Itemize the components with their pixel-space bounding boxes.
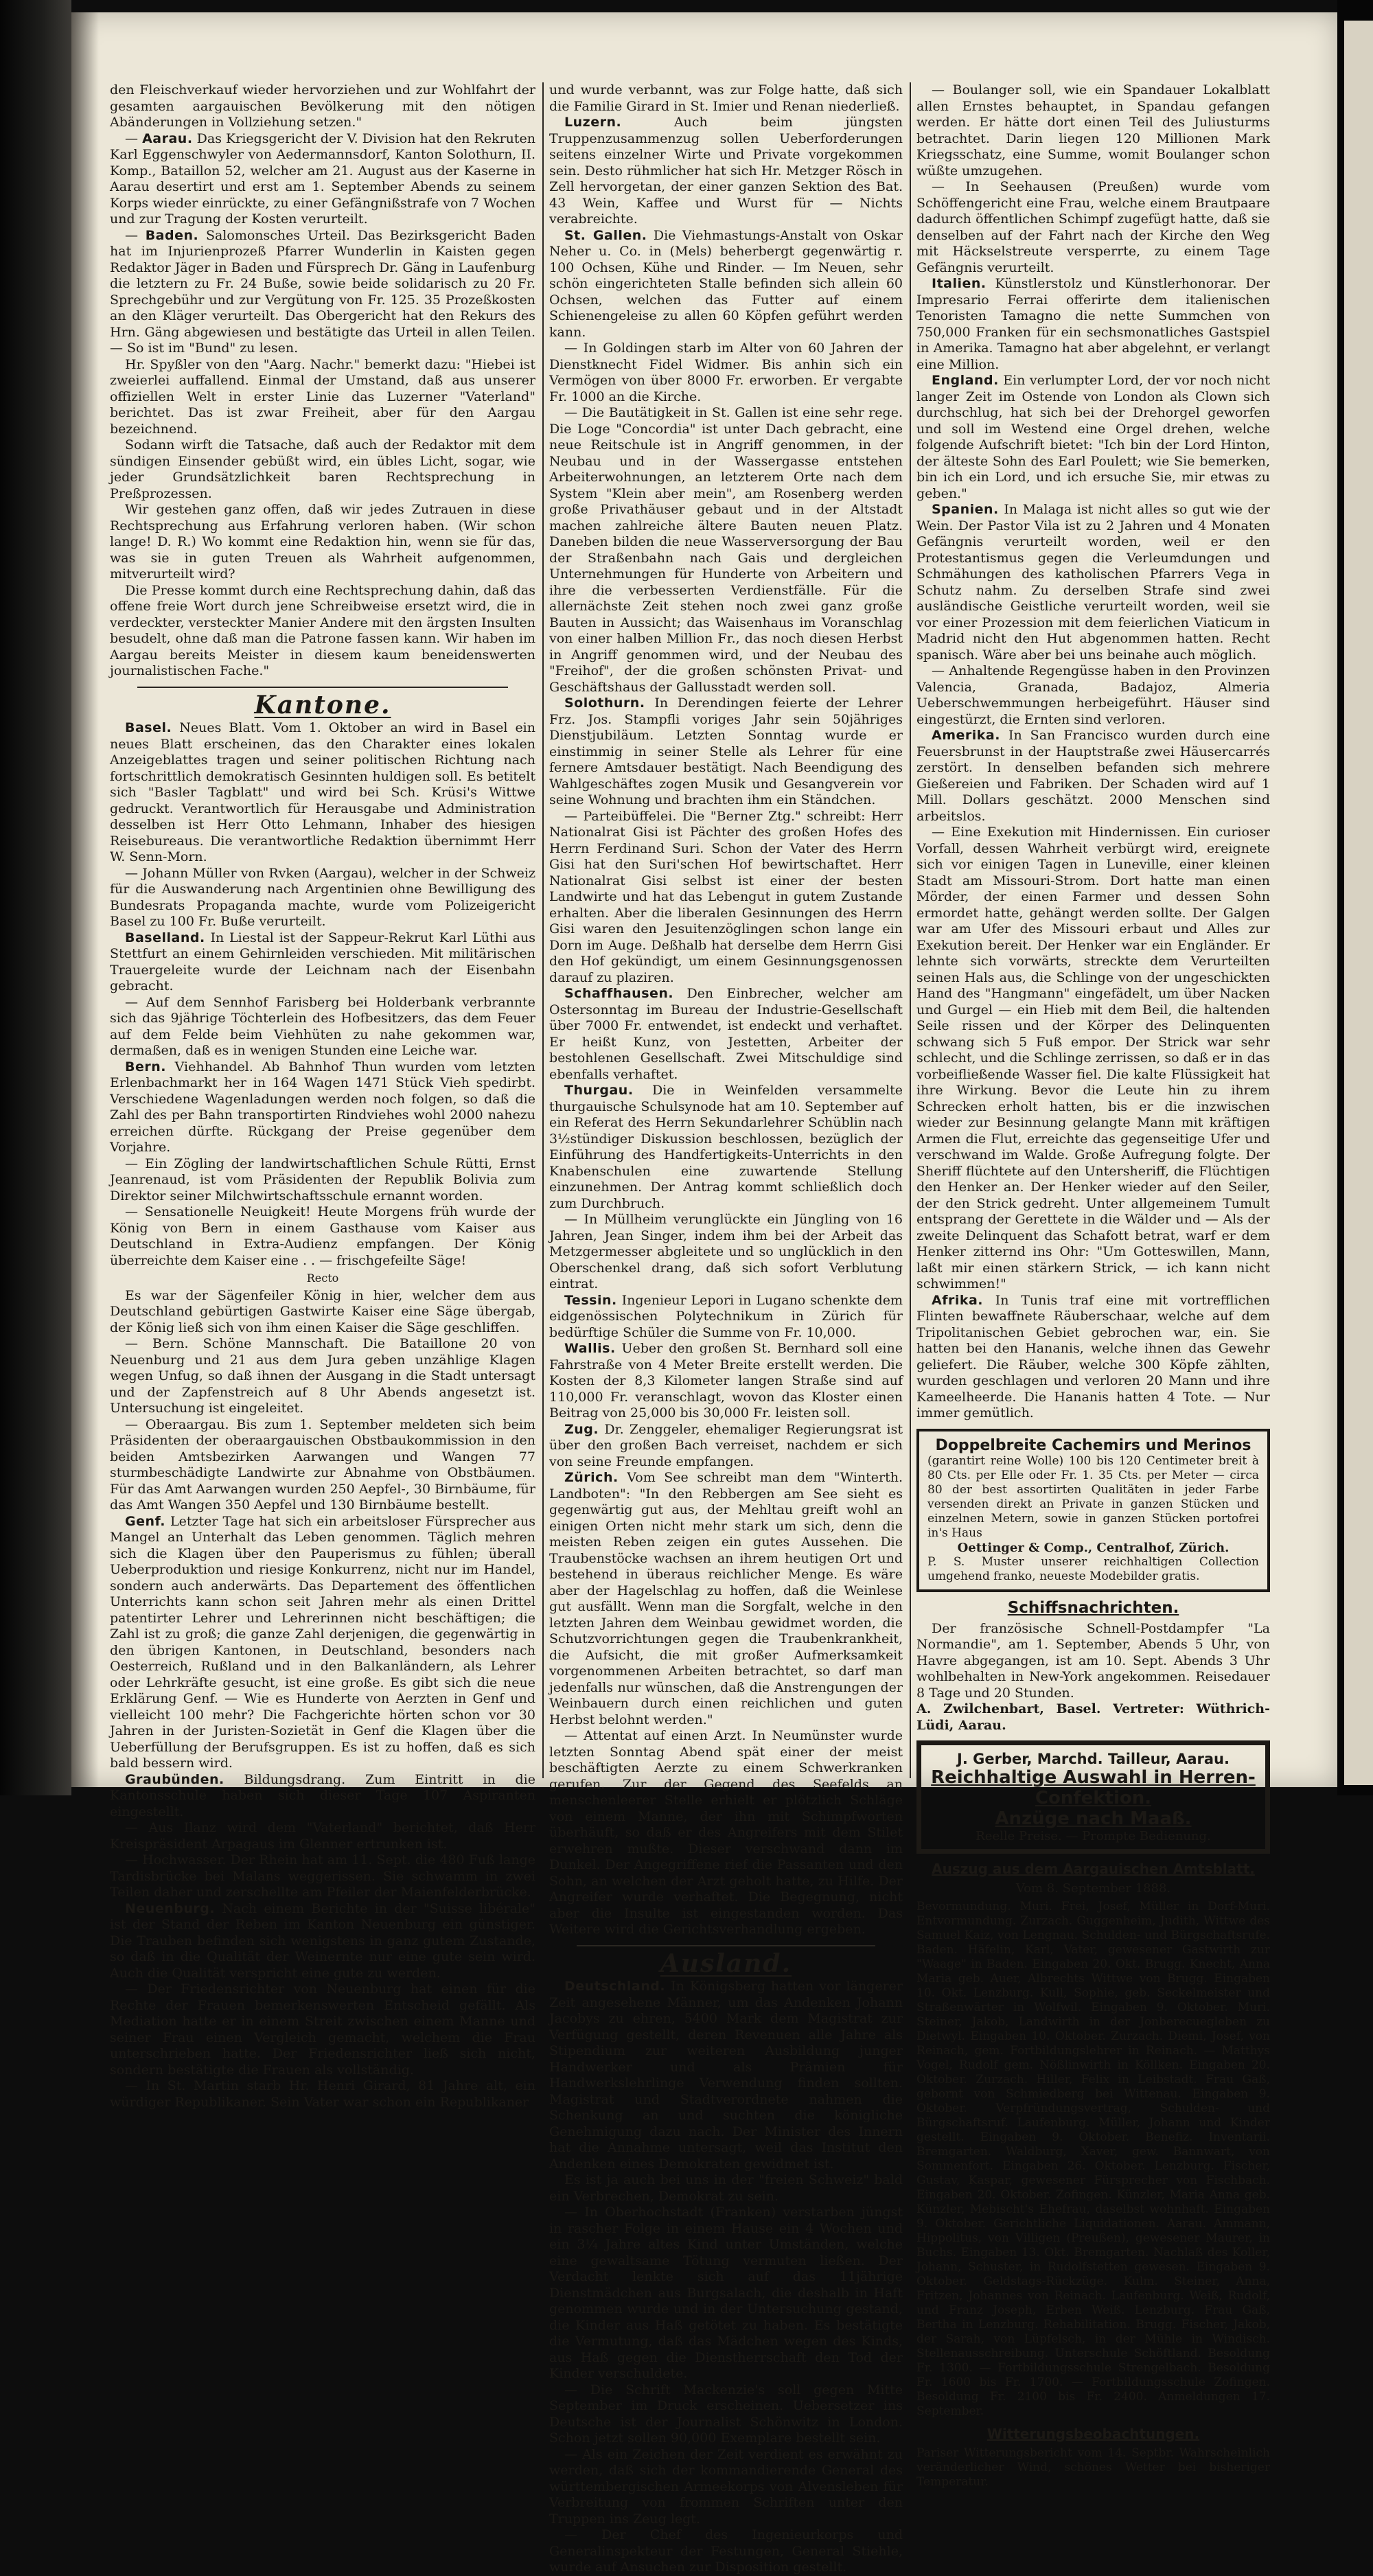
article-paragraph: — In Müllheim verunglückte ein Jüngling von 16 Jahren, Jean Singer, indem ihm bei der Arbeit das Metzgermesser abgleitete und so unglücklich in den Oberschenkel drang, daß sich sofort Verblutung eintrat. — [549, 1212, 903, 1291]
article-italien — [916, 276, 1270, 373]
article-body: Letzter Tage hat sich ein arbeitsloser Fürsprecher aus Mangel an Unterhalt das Leben genommen. Täglich mehren sich die Klagen über den Pauperismus zu fühlen; überall Ueberproduktion und riesige Konkurrenz, nicht nur im Handel, sondern auch anderwärts. Das Departement des öffentlichen Unterrichts kann schon seit Jahren mehr als einen Drittel patentirter Lehrer und Lehrerinnen nicht beschäftigen; die Zahl ist zu groß; die ganze Zahl derjenigen, die gegenwärtig in den übrigen Kantonen, in Deutschland, besonders nach Oesterreich, Rußland und in den Balkanländern, als Lehrer oder Lehrkräfte gesucht, ist eine große. Es gibt sich die neue Erklärung Genf. — Wie es Hunderte von Aerzten in Genf und vielleicht 100 mehr? Die Fachgerichte hörten schon vor 30 Jahren in der Juristen-Sozietät in Genf die Klagen über die Ueberfüllung der Berufsgruppen. Es ist zu hoffen, daß es sich bald bessern wird. — [110, 1513, 535, 1771]
shipping-news — [916, 1621, 1270, 1734]
ad-body: (garantirt reine Wolle) 100 bis 120 Centimeter breit à 80 Cts. per Elle oder Fr. 1. 35 Cts. per Meter — circa 80 der best assortirten Qualitäten in jeder Farbe versenden direkt an Private in ganzen Stücken und einzelnen Metern, sowie in ganzen Stücken portofrei in's Haus — [927, 1453, 1259, 1540]
column-2-text — [549, 82, 903, 2576]
article-body: In Malaga ist nicht alles so gut wie der Wein. Der Pastor Vila ist zu 2 Jahren und 4 Monaten Gefängnis verurteilt worden, weil er den Protestantismus gegen die Verleumdungen und Schmähungen des katholischen Pfarrers Vega in Schutz nahm. Zu derselben Strafe sind zwei ausländische Geistliche verurteilt worden, weil sie vor einer Prozession mit dem feierlichen Viaticum in Madrid nicht den Hut abgenommen hatten. Recht spanisch. Wäre aber bei uns beinahe auch möglich. — [916, 502, 1270, 663]
place-heading: Italien. — [932, 276, 987, 291]
article-paragraph: — In Goldingen starb im Alter von 60 Jahren der Dienstknecht Fidel Widmer. Bis anhin sich ein Vermögen von über 8000 Fr. erworben. Er vergabte Fr. 1000 an die Kirche. — [549, 341, 903, 404]
amtsblatt-text — [916, 1900, 1270, 2419]
article-paragraph: — Boulanger soll, wie ein Spandauer Lokalblatt allen Ernstes behauptet, in Spandau gefangen werden. Er hätte dort einen Teil des Juliusturms betrachtet. Darin liegen 120 Millionen Mark Kriegsschatz, eine Summe, womit Boulanger schon wüßte umzugehen. — [916, 82, 1270, 179]
article-body: Bildungsdrang. Zum Eintritt in die Kantonsschule haben sich dieser Tage 107 Aspiranten eingestellt. — [110, 1771, 535, 1819]
amtsblatt-entries: Bevormundung. Muri. Frei, Josef, Müller in Dorf-Muri. Entvormundung. Zurzach. Guggenheim, Judith, Wittwe des Samuel Kaiz, von Lengnau. Schulden- und Bürgschaftsrufe. Baden. Häfelin, Karl, Vater, gewesener Gastwirth zur "Waage" in Baden. Eingaben 20. Okt. Brugg. Knecht, Anna Maria geb. Auer, Albrechts Wittwe von Brugg. Eingaben 10. Okt. Lenzburg. Kull, Sophie, geb. Seckelmeister und Straßenwärter in Wolfwil. Eingaben 9. Oktober. Muri. Steiner, Jakob, Landwirth in der Jonberecuegleben zu Dietwyl. Eingaben 10. Oktober. Zurzach. Diemi, Josef, von Reinach, gem. Fortbildungslehrer in Reinach. — Matthys Vogel, Rudolf gem. Nößlinwirth in Köllken. Eingaben 20. Oktober. Zurzach. Hiller, Felix in Leibstadt. Frau Gaß, gebornt von Schmiedberg bei Wittenau. Eingaben 9. Oktober. Verpfründungsvertrag, Schulden- und Bürgschaftsruf. Laufenburg. Müller, Johann und Kinder gestellt. Eingaben 9. Oktober. Benefiz. Inventarii. Bremgarten. Waldburg, Xaver, gew. Bannwart, von Sommenfort. Eingaben 26. Oktober. Lenzburg. Fischer, Gustav, Kaspar, gewesener Fürsprecher von Fischbach. Eingaben 20. Oktober. Zofingen. Künzler, Maria Anna geb. Künzler, Mebischt's Ehefrau, daselbst wohnhaft. Eingaben 9. Oktober. Gerichtliche Liquidationen. Aarau. Ammann, Hippolitus, von Villigen (Preußen), gewesener Maurer, in Buchs. Eingaben 13. Okt. Bremgarten. Nachlaß des Koller, Johann, Schuster, in Rudolfstetten gewesen. Eingaben 9. Oktober. Geldstags-Rückzüge. Kulm. Steiner, Anna, Fritzen, Johannes von Reinach. Laufenburg. Weiß, Rudolf, und Franz Joseph, Erben Weiß. Lenzburg. Frau Gaß, Bertha in Lenzburg. Rehabilitation. Brugg. Fischer, Jakob, der Sarah, von Lüpfelsch, in der Mühle in Windisch. Stellenausschreibung. Unterschule Schöftland. Besoldung Fr. 1300. — Fortbildungsschule Strengelbach. Besoldung Fr. 1600 bis Fr. 1700. — Fortbildungsschule Zofingen. Besoldung Fr. 2100 bis Fr. 2400. Anmeldungen 17. September. — [916, 1900, 1270, 2418]
place-heading: Thurgau. — [564, 1083, 634, 1098]
weather-text: Pariser Witterungsbericht vom 14. Septbr. Wahrscheinlich veränderlicher Wind, schönes Wetter bei bisheriger Temperatur. — [916, 2446, 1270, 2489]
article-continuation: den Fleischverkauf wieder hervorziehen und zur Wohlfahrt der gesamten aargauischen Bevölkerung mit den nötigen Abänderungen in Vollziehung setzen." — [110, 82, 535, 130]
place-heading: Baden. — [145, 227, 199, 243]
article-graubuenden — [110, 1772, 535, 1821]
article-paragraph: — In St. Martin starb Hr. Henri Girard, 81 Jahre alt, ein würdiger Republikaner. Sein Vater war schon ein Republikaner — [110, 2078, 535, 2110]
article-paragraph: — Johann Müller von Rvken (Aargau), welcher in der Schweiz für die Auswanderung nach Argentinien ohne Bewilligung des Bundesrats Propaganda machte, wurde vom Polizeigericht Basel zu 100 Fr. Buße verurteilt. — [110, 865, 535, 929]
shipping-agent: A. Zwilchenbart, Basel. Vertreter: Wüthrich-Lüdi, Aarau. — [916, 1701, 1270, 1733]
column-2 — [549, 82, 903, 2575]
article-paragraph: — Sensationelle Neuigkeit! Heute Morgens früh wurde der König von Bern in einem Gasthause vom Kaiser aus Deutschland in Extra-Audienz empfangen. Der König überreichte dem Kaiser eine . . — frischgefeilte Säge! — [110, 1204, 535, 1268]
section-heading-kantone: Kantone. — [254, 690, 391, 720]
article-baselland — [110, 930, 535, 995]
article-body: In Königsberg hatten vor längerer Zeit angesehene Männer, um das Andenken Johann Jacobys zu ehren, 5400 Mark dem Magistrat zur Verfügung gestellt, deren Revenuen alle Jahre als Stipendium zur weiteren Ausbildung junger Handwerker und als Prämien für Handwerkslehrlinge Verwendung finden sollten. Magistrat und Stadtverordnete nahmen die Schenkung an und suchten die königliche Genehmigung dazu nach. Der Minister des Innern hat die Annahme untersagt, weil das Institut den Andenken eines Demokraten gewidmet ist. — [549, 1979, 903, 2172]
article-paragraph: — Der Friedensrichter von Neuenburg hat einen für die Rechte der Frauen bemerkenswerten Entscheid gefällt. Als Mediation hatte er in einem Streit zwischen einem Manne und seiner Frau einen Vergleich gemacht, welchem die Frau unterschrieben hatte. Der Friedensrichter ließ sich nicht, sondern bestätigte die Frauen als vollständig. — [110, 1981, 535, 2078]
article-paragraph: Wir gestehen ganz offen, daß wir jedes Zutrauen in diese Rechtsprechung aus Erfahrung verloren haben. (Wir schon lange! D. R.) Wo kommt eine Redaktion hin, wenn sie für das, was sie in guten Treuen als Wahrheit aufgenommen, mitverurteilt wird? — [110, 502, 535, 582]
place-heading: Neuenburg. — [125, 1900, 216, 1916]
article-deutschland — [549, 1979, 903, 2172]
column-3-text — [916, 82, 1270, 1422]
article-paragraph: — Der Chef des Ingenieurkorps und Generalinspekteur der Festungen, General Stiehle, wurde auf Ansuchen zur Disposition gestellt. — [549, 2527, 903, 2575]
article-body: Neues Blatt. Vom 1. Oktober an wird in Basel ein neues Blatt erscheinen, das den Charakter eines lokalen Anzeigeblattes tragen und seiner politischen Richtung nach fortschrittlich demokratisch Gesinnten huldigen soll. Es betitelt sich "Basler Tagblatt" und wird bei Sch. Krüsi's Wittwe gedruckt. Verantwortlich für Herausgabe und Administration desselben ist Herr Otto Lehmann, Inhaber des hiesigen Reisebureaus. Die verantwortliche Redaktion übernimmt Herr W. Senn-Morn. — [110, 720, 535, 864]
column-rule — [910, 82, 911, 1778]
ad-headline: Anzüge nach Maaß. — [995, 1808, 1192, 1829]
article-baden: — Baden. Salomonsches Urteil. Das Bezirksgericht Baden hat im Injurienprozeß Pfarrer Wunderlin in Kaisten gegen Redaktor Jäger in Baden und Fürsprech Dr. Gäng in Laufenburg die letztern zu Fr. 24 Buße, sowie beide solidarisch zu 20 Fr. Sprechgebühr und zur Vergütung von Fr. 125. 35 Prozeßkosten an den Kläger verurteilt. Das Obergericht hat den Rekurs des Hrn. Gäng abgewiesen und bestätigte das Urteil in allen Teilen. — So ist im "Bund" zu lesen. — [110, 227, 536, 356]
article-paragraph: — Oberaargau. Bis zum 1. September meldeten sich beim Präsidenten der oberaargauischen Obstbaukommission in den beiden Amtsbezirken Aarwangen und Wangen 77 sturmbeschädigte Landwirte zur Abnahme von Obstbäumen. Für das Amt Aarwangen wurden 250 Aepfel-, 30 Birnbäume, für das Amt Wangen 350 Aepfel und 130 Birnbäume bestellt. — [110, 1416, 535, 1513]
article-body: Künstlerstolz und Künstlerhonorar. Der Impresario Ferrai offerirte dem italienischen Tenoristen Tamagno die nette Summchen von 750,000 Franken für ein sechsmonatliches Gastspiel in Amerika. Tamagno hat aber abgelehnt, er verlangt eine Million. — [916, 276, 1270, 372]
place-heading: Zug. — [564, 1421, 599, 1437]
article-body: In Liestal ist der Sappeur-Rekrut Karl Lüthi aus Stettfurt an einem Gehirnleiden verschieden. Mit militärischen Trauergeleite wurde der Leichnam nach der Eisenbahn gebracht. — [110, 930, 536, 993]
article-paragraph: — Die Schrift Mackenzie's soll gegen Mitte September im Druck erscheinen. Uebersetzer ins Deutsche ist der Journalist Schönwitz in London. Schon jetzt sollen 90,000 Exemplare bestellt sein. — [549, 2382, 903, 2446]
article-paragraph: Der französische Schnell-Postdampfer "La Normandie", am 1. September, Abends 5 Uhr, von Havre abgegangen, ist am 10. Sept. Abends 3 Uhr wohlbehalten in New-York angekommen. Reisedauer 8 Tage und 20 Stunden. — [916, 1620, 1270, 1701]
book-spine-shadow — [0, 0, 71, 1795]
advertisement-cachemirs — [916, 1429, 1270, 1592]
article-paragraph: Sodann wirft die Tatsache, daß auch der Redaktor mit dem sündigen Einsender gebüßt wird, ein übles Licht, sogar, wie jeder Grundsätzlichkeit baren Rechtsprechung in Preßprozessen. — [110, 437, 535, 501]
article-bern — [110, 1059, 535, 1156]
article-body: Das Kriegsgericht der V. Division hat den Rekruten Karl Eggenschwyler von Aedermannsdorf, Kanton Solothurn, II. Komp., Bataillon 52, welcher am 21. August aus der Kaserne in Aarau desertirt und erst am 1. September Abends zu seinem Korps wieder einrückte, zu einer Gefängnißstrafe von 7 Wochen und zur Tragung der Kosten verurteilt. — [110, 130, 536, 227]
place-heading: England. — [932, 373, 999, 388]
section-heading-amtsblatt: Auszug aus dem Aargauischen Amtsblatt. — [932, 1861, 1255, 1877]
place-heading: Spanien. — [932, 502, 999, 517]
place-heading: Aarau. — [142, 130, 193, 146]
article-body: Ein verlumpter Lord, der vor noch nicht langer Zeit im Ostende von London als Clown sich durchschlug, hat sich bei der Drehorgel geworfen und soll im Westend eine Orgel drehen, welche folgende Aufschrift bietet: "Ich bin der Lord Hinton, der älteste Sohn des Earl Poulett; wie Sie bemerken, bin ich ein Lord, und ich ersuche Sie, mir etwas zu geben." — [916, 373, 1270, 501]
page-fold-shadow — [71, 12, 99, 1787]
article-body: Die Viehmastungs-Anstalt von Oskar Neher u. Co. in (Mels) beherbergt gegenwärtig r. 100 Ochsen, Kühe und Rinder. — Im Neuen, sehr schön eingerichteten Stalle befinden sich allein 60 Ochsen, welchen das Futter auf einem Schienengeleise zu allen 60 Köpfen geführt werden kann. — [549, 227, 903, 340]
article-paragraph: — Aus Ilanz wird dem "Vaterland" berichtet, daß Herr Kreispräsident Arpagaus im Glenner ertrunken ist. — [110, 1820, 535, 1852]
place-heading: Baselland. — [125, 930, 205, 945]
article-stgallen — [549, 228, 903, 341]
ad-firm: Oettinger & Comp., Centralhof, Zürich. — [957, 1540, 1230, 1555]
article-continuation: und wurde verbannt, was zur Folge hatte, daß sich die Familie Girard in St. Imier und Renan niederließ. — [549, 82, 903, 114]
article-body: Nach einem Berichte in der "Suisse libérale" ist der Stand der Reben im Kanton Neuenburg ein günstiger. Die Trauben befinden sich wenigstens in ganz gutem Zustande, so daß in die Qualität der Weinernte nur eine gute sein wird. Auch die Qualität verspricht eine gute zu werden. — [110, 1900, 535, 1981]
article-paragraph: — Bern. Schöne Mannschaft. Die Bataillone 20 von Neuenburg und 21 aus dem Jura geben unzählige Klagen wegen Unfug, so daß ihnen der Ausgang in die Stadt untersagt und der Zapfenstreich auf 8 Uhr Abends angesetzt ist. Untersuchung ist eingeleitet. — [110, 1336, 535, 1416]
place-heading: Bern. — [125, 1059, 166, 1074]
article-amerika — [916, 728, 1270, 825]
column-rule — [542, 82, 544, 1778]
article-body: Viehhandel. Ab Bahnhof Thun wurden vom letzten Erlenbachmarkt her in 164 Wagen 1471 Stück Vieh spedirbt. Verschiedene Wagenladungen werden noch folgen, so daß die Zahl des per Bahn transportirten Rindviehes wohl 2000 nahezu erreichen dürfte. Rückgang der Preise gegenüber dem Vorjahre. — [110, 1059, 535, 1155]
place-heading: Tessin. — [564, 1292, 617, 1308]
article-body: In Tunis traf eine mit vortrefflichen Flinten bewaffnete Räuberschaar, welche auf dem Tripolitanischen Gebiet gebrochen war, ein. Sie hatten bei den Hananis, welche ihnen das Gewehr geliefert. Die Räuber, welche 300 Köpfe zählten, wurden geschlagen und verloren 20 Mann und ihre Kameelheerde. Die Hananis hatten 4 Tote. — Nur immer gemütlich. — [916, 1292, 1271, 1421]
article-paragraph: — Parteibüffelei. Die "Berner Ztg." schreibt: Herr Nationalrat Gisi ist Pächter des großen Hofes des Herrn Ferdinand Suri. Schon der Vater des Herrn Gisi hat den Suri'schen Hof bewirtschaftet. Herr Nationalrat Gisi selbst ist einer der besten Landwirte und hat das Lebengut in gutem Zustande erhalten. Aber die liberalen Gesinnungen des Herrn Gisi waren den Jesuitenzöglingen schon lange ein Dorn im Auge. Deßhalb hat derselbe dem Herrn Gisi den Hof gekündigt, um einem Gesinnungsgenossen darauf zu plaziren. — [549, 808, 903, 985]
article-paragraph: — In Seehausen (Preußen) wurde vom Schöffengericht eine Frau, welche einem Brautpaare dadurch öffentlichen Schimpf zugefügt hatte, daß sie denselben auf der Fahrt nach der Kirche den Weg mit Häckselstreute versperrte, zu einem Tage Gefängnis verurteilt. — [916, 179, 1270, 275]
article-paragraph: Es war der Sägenfeiler König in hier, welcher dem aus Deutschland gebürtigen Gastwirte Kaiser eine Säge übergab, der König ließ sich von ihm einen Kaiser die Säge geschliffen. — [110, 1287, 535, 1335]
article-england — [916, 373, 1270, 502]
article-body: Ingenieur Lepori in Lugano schenkte dem eidgenössischen Polytechnikum in Zürich für bedürftige Schüler die Summe von Fr. 10,000. — [549, 1292, 903, 1340]
article-tessin — [549, 1293, 903, 1342]
ad-tagline: Reelle Preise. — Prompte Bedienung. — [976, 1829, 1211, 1843]
amtsblatt-date: Vom 8. September 1888. — [1015, 1881, 1171, 1896]
article-thurgau — [549, 1083, 903, 1212]
article-spanien — [916, 502, 1270, 663]
article-body: Auch beim jüngsten Truppenzusammenzug sollen Ueberforderungen seitens einzelner Wirte und Private vorgekommen sein. Desto rühmlicher hat sich Hr. Metzger Rösch in Zell hervorgetan, der einer ganzen Sektion des Bat. 43 Wein, Kaffee und Wurst für — Nichts verabreichte. — [549, 115, 903, 227]
article-paragraph: Es ist ja auch bei uns in der "freien Schweiz" bald ein Verbrechen, Demokrat zu sein. — [549, 2172, 903, 2204]
place-heading: Amerika. — [932, 728, 1000, 743]
place-heading: Zürich. — [564, 1470, 619, 1485]
article-basel — [110, 720, 535, 866]
article-zuerich — [549, 1470, 903, 1728]
article-luzern — [549, 115, 903, 228]
place-heading: Wallis. — [564, 1341, 616, 1356]
article-aarau: — Aarau. Das Kriegsgericht der V. Division hat den Rekruten Karl Eggenschwyler von Aedermannsdorf, Kanton Solothurn, II. Komp., Bataillon 52, welcher am 21. August aus der Kaserne in Aarau desertirt und erst am 1. September Abends zu seinem Korps wieder einrückte, zu einer Gefängnißstrafe von 7 Wochen und zur Tragung der Kosten verurteilt. — [110, 130, 536, 227]
article-body: Vom See schreibt man dem "Winterth. Landboten": "In den Rebbergen am See sieht es gegenwärtig gut aus, der Mehltau greift wohl an einigen Orten nicht mehr stark um sich, denn die meisten Reben zeigen ein gutes Aussehen. Die Traubenstöcke wachsen an ihrem heutigen Ort und bestehend in überaus reichlicher Menge. Es wäre aber der Hagelschlag zu hoffen, daß die Weinlese gut ausfällt. Wenn man die Sorgfalt, welche in den letzten Jahren dem Weinbau gewidmet worden, die Schutzvorrichtungen gegen die Traubenkrankheit, die Aufsicht, die mit großer Aufmerksamkeit vorgenommenen Arbeiten betrachtet, so darf man jedenfalls nur wünschen, daß die Anstrengungen der Weinbauern durch einen reichlichen und guten Herbst belohnt werden." — [549, 1470, 903, 1727]
article-zug — [549, 1422, 903, 1471]
section-heading-ausland: Ausland. — [660, 1948, 792, 1978]
place-heading: Schaffhausen. — [564, 986, 674, 1001]
article-paragraph: — Auf dem Sennhof Farisberg bei Holderbank verbrannte sich das 9jährige Töchterlein des Hofbesitzers, das dem Feuer auf dem Felde beim Viehhüten zu nahe gekommen war, dermaßen, daß es in wenigen Stunden eine Leiche war. — [110, 994, 535, 1058]
article-paragraph: — Eine Exekution mit Hindernissen. Ein curioser Vorfall, dessen Wahrheit verbürgt wird, ereignete sich vor einigen Tagen in Luneville, einer kleinen Stadt am Missouri-Strom. Dort hatte man einen Mörder, der einen Farmer und dessen Sohn ermordet hatte, gehängt werden sollte. Der Galgen war am Ufer des Missouri erbaut und Alles zur Exekution bereit. Der Henker war ein Engländer. Er lehnte sich vorwärts, streckte dem Verurteilten seinen Hals aus, die Schlinge von der ungeschickten Hand des "Hangmann" eingefädelt, um über Nacken und Gurgel — ein Hieb mit dem Beil, die haltenden Seile rissen und der Körper des Delinquenten schwang sich 5 Fuß empor. Der Strick war sehr schlecht, und die Schlinge zerrissen, so daß er in das vorbeifließende Wasser fiel. Die kalte Flüssigkeit hat ihre Wirkung. Bevor die Leute hin zu ihrem Schrecken erholt hatten, bis er die inzwischen wieder zur Besinnung gelangte Mann mit kräftigen Armen die Flut, erreichte das gegenseitige Ufer und verschwand im Walde. Große Aufregung folgte. Der Sheriff flüchtete auf den Untersheriff, die Flüchtigen den Henker an. Der Henker wieder auf den Seiler, der den Strick gedreht. Unter allgemeinem Tumult entsprang der Gerettete in die Wälder und — Als der zweite Delinquent das Schafott betrat, warf er dem Henker zitternd ins Ohr: "Um Gotteswillen, Mann, laßt mir einen stärkern Strick, — ich kann nicht schwimmen!" — [916, 825, 1270, 1291]
column-1 — [110, 82, 536, 2110]
article-paragraph: — Die Bautätigkeit in St. Gallen ist eine sehr rege. Die Loge "Concordia" ist unter Dach gebracht, eine neue Reitschule ist in Angriff genommen, in der Neubau und in der Wassergasse entstehen Arbeiterwohnungen, an letzterem Orte nach dem System "Klein aber mein", am Rosenberg werden große Privathäuser gebaut und in der Altstadt machen zahlreiche ältere Bauten neuen Platz. Daneben bilden die neue Wasserversorgung der Bau der Straßenbahn nach Gais und dergleichen Unternehmungen für Hunderte von Arbeitern und ihre die verbesserten Verdienstfälle. Für die allernächste Zeit stehen noch zwei ganz große Bauten in Aussicht; das Waisenhaus im Voranschlag von einer halben Million Fr., das noch diesen Herbst in Angriff genommen wird, und der Neubau des "Freihof", der die großen schönsten Privat- und Geschäftshaus der Gallusstadt werden soll. — [549, 405, 903, 695]
article-body: Dr. Zenggeler, ehemaliger Regierungsrat ist über den großen Bach verreiset, nachdem er sich von seine Freunde empfangen. — [549, 1421, 903, 1469]
place-heading: Afrika. — [932, 1292, 984, 1308]
article-solothurn — [549, 695, 903, 809]
ad-headline: Reichhaltige Auswahl in Herren-Confektion. — [931, 1767, 1256, 1808]
article-paragraph: — Ein Zögling der landwirtschaftlichen Schule Rütti, Ernst Jeanrenaud, ist vom Präsidenten der Republik Bolivia zum Direktor seiner Milchwirtschaftsschule ernannt worden. — [110, 1155, 535, 1204]
place-heading: Graubünden. — [125, 1771, 224, 1787]
article-paragraph: Hr. Spyßler von den "Aarg. Nachr." bemerkt dazu: "Hiebei ist zweierlei auffallend. Einmal der Umstand, daß aus unserer offiziellen Welt in erster Linie das Luzerner "Vaterland" berichtet. Das ist zwar Freiheit, aber für den Aargau bezeichnend. — [110, 356, 535, 437]
article-afrika — [916, 1293, 1270, 1422]
section-heading-witterung: Witterungsbeobachtungen. — [987, 2426, 1200, 2442]
weather-report — [916, 2446, 1270, 2489]
place-heading: St. Gallen. — [564, 227, 647, 243]
article-paragraph: — Attentat auf einen Arzt. In Neumünster wurde letzten Sonntag Abend spät einer der meist beschäftigten Aerzte zu einem Schwerkranken gerufen. Zur der Gegend des Seefelds an menschenleerer Stelle erhielt er plötzlich Schläge von einem Manne, der ihn mit Schimpfworten überhäuft, so daß er des Angreifers mit dem Stilet erwehren mußte. Dieser verschwand dann im Dunkel. Der Angegriffene rief die Passanten und den Sohn, an welchen der Arzt geholt hatte, zu Hilfe. Der Angreifer wurde verhaftet. Die Begegnung, nicht aber die Insulte ist eingestanden worden. Das Weitere wird die Gerichtsverhandlung ergeben. — [549, 1728, 903, 1937]
place-heading: Luzern. — [564, 115, 622, 130]
section-divider — [137, 687, 508, 688]
article-body: Den Einbrecher, welcher am Ostersonntag im Bureau der Industrie-Gesellschaft über 7000 Fr. entwendet, ist endeckt und verhaftet. Er heißt Kunz, von Jestetten, Arbeiter der bestohlenen Gesellschaft. Zwei Mitschuldige sind ebenfalls verhaftet. — [549, 986, 903, 1082]
recto-note: Recto — [306, 1272, 339, 1285]
section-heading-schiffsnachrichten: Schiffsnachrichten. — [1007, 1598, 1179, 1617]
ad-firm: J. Gerber, Marchd. Tailleur, Aarau. — [957, 1751, 1230, 1767]
article-paragraph: Die Presse kommt durch eine Rechtsprechung dahin, daß das offene freie Wort durch jene Schreibweise ersetzt wird, die in verdeckter, versteckter Manier Andere mit den ärgsten Insulten besudelt, ohne daß man die Patrone fassen kann. Wir haben im Aargau bereits Meister in diesem kaum beneidenswerten journalistischen Fache." — [110, 582, 535, 678]
place-heading: Deutschland. — [564, 1979, 666, 1994]
place-heading: Genf. — [125, 1513, 165, 1529]
column-1-text — [110, 82, 535, 2111]
article-body: Ueber den großen St. Bernhard soll eine Fahrstraße von 4 Meter Breite erstellt werden. Die Kosten der 8,3 Kilometer langen Straße sind auf 110,000 Fr. veranschlagt, wovon das Kloster einen Beitrag von 25,000 bis 30,000 Fr. leisten soll. — [549, 1341, 903, 1421]
article-schaffhausen — [549, 986, 903, 1083]
section-divider — [577, 1945, 875, 1946]
article-body: In San Francisco wurden durch eine Feuersbrunst in der Hauptstraße zwei Häusercarrés zerstört. In denselben befanden sich mehrere Gießereien und Fabriken. Der Schaden wird auf 1 Mill. Dollars geschätzt. 2000 Menschen sind arbeitslos. — [916, 728, 1270, 824]
article-wallis — [549, 1341, 903, 1422]
column-3 — [916, 82, 1271, 2489]
article-body: Die in Weinfelden versammelte thurgauische Schulsynode hat am 10. September auf ein Referat des Herrn Sekundarlehrer Schüblin nach 3½stündiger Diskussion beschlossen, bezüglich der Einführung des Handfertigkeits-Unterrichts in den Knabenschulen eine zuwartende Stellung einzunehmen. Der Antrag kommt schließlich doch zum Durchbruch. — [549, 1083, 903, 1211]
ad-title: Doppelbreite Cachemirs und Merinos — [935, 1436, 1251, 1454]
article-paragraph: — In Oberhochstadt (Franken) verstarben jüngst in rascher Folge in einem Hause ein 4 Wochen und ein 3¼ Jahre altes Kind unter Umständen, welche eine gewaltsame Tötung vermuten ließen. Der Verdacht lenkte sich auf das 11jährige Dienstmädchen aus Burgsalach, die deshalb in Haft genommen wurde und in der Untersuchung gestand, die Kinder aus Haß getötet zu haben. Es bestätigte die Vermutung, daß das Mädchen wegen des Kinds, aus Haß gegen die Dienstherrschaft den Tod der Kinder verschuldete. — [549, 2205, 903, 2381]
advertisement-gerber — [916, 1740, 1270, 1854]
place-heading: Solothurn. — [564, 695, 645, 711]
adjacent-page-strip — [1344, 21, 1373, 1785]
article-paragraph: — Anhaltende Regengüsse haben in den Provinzen Valencia, Granada, Badajoz, Almeria Ueberschwemmungen herbeigeführt. Häuser sind eingestürzt, die Ernten sind verloren. — [916, 663, 1270, 727]
article-body: In Derendingen feierte der Lehrer Frz. Jos. Stampfli voriges Jahr sein 50jähriges Dienstjubiläum. Letzten Sonntag wurde er einstimmig in seiner Stelle als Lehrer für eine fernere Amtsdauer bestätigt. Nach Beendigung des Wahlgeschäftes zogen Musik und Gesangverein vor seine Wohnung und brachten ihm ein Ständchen. — [549, 695, 903, 807]
place-heading: Basel. — [125, 720, 172, 735]
article-genf — [110, 1514, 535, 1772]
article-neuenburg — [110, 1901, 535, 1982]
article-paragraph: — Hochwasser. Der Rhein hat am 11. Sept. die 480 Fuß lange Tardisbrücke bei Malans weggerissen. Sie schwamm in zwei Teilen daher und zerschellte am Pfeiler der Maienfelderbrücke. — [110, 1852, 535, 1900]
article-body: Salomonsches Urteil. Das Bezirksgericht Baden hat im Injurienprozeß Pfarrer Wunderlin in Kaisten gegen Redaktor Jäger in Baden und Fürsprech Dr. Gäng in Laufenburg die letztern zu Fr. 24 Buße, sowie beide solidarisch zu 20 Fr. Sprechgebühr und zur Vergütung von Fr. 125. 35 Prozeßkosten an den Kläger verurteilt. Das Obergericht hat den Rekurs des Hrn. Gäng abgewiesen und bestätigte das Urteil in allen Teilen. — So ist im "Bund" zu lesen. — [110, 227, 536, 356]
ad-postscript: P. S. Muster unserer reichhaltigen Collection umgehend franko, neueste Modebilder gratis. — [927, 1554, 1259, 1583]
article-paragraph: — Als ein Zeichen der Zeit verdient es erwähnt zu werden, daß sich der kommandierende General des württembergischen Armeekorps von Alvensleben für Verbreitung von frommen Schriften unter den Truppen ins Zeug legt. — [549, 2446, 903, 2527]
